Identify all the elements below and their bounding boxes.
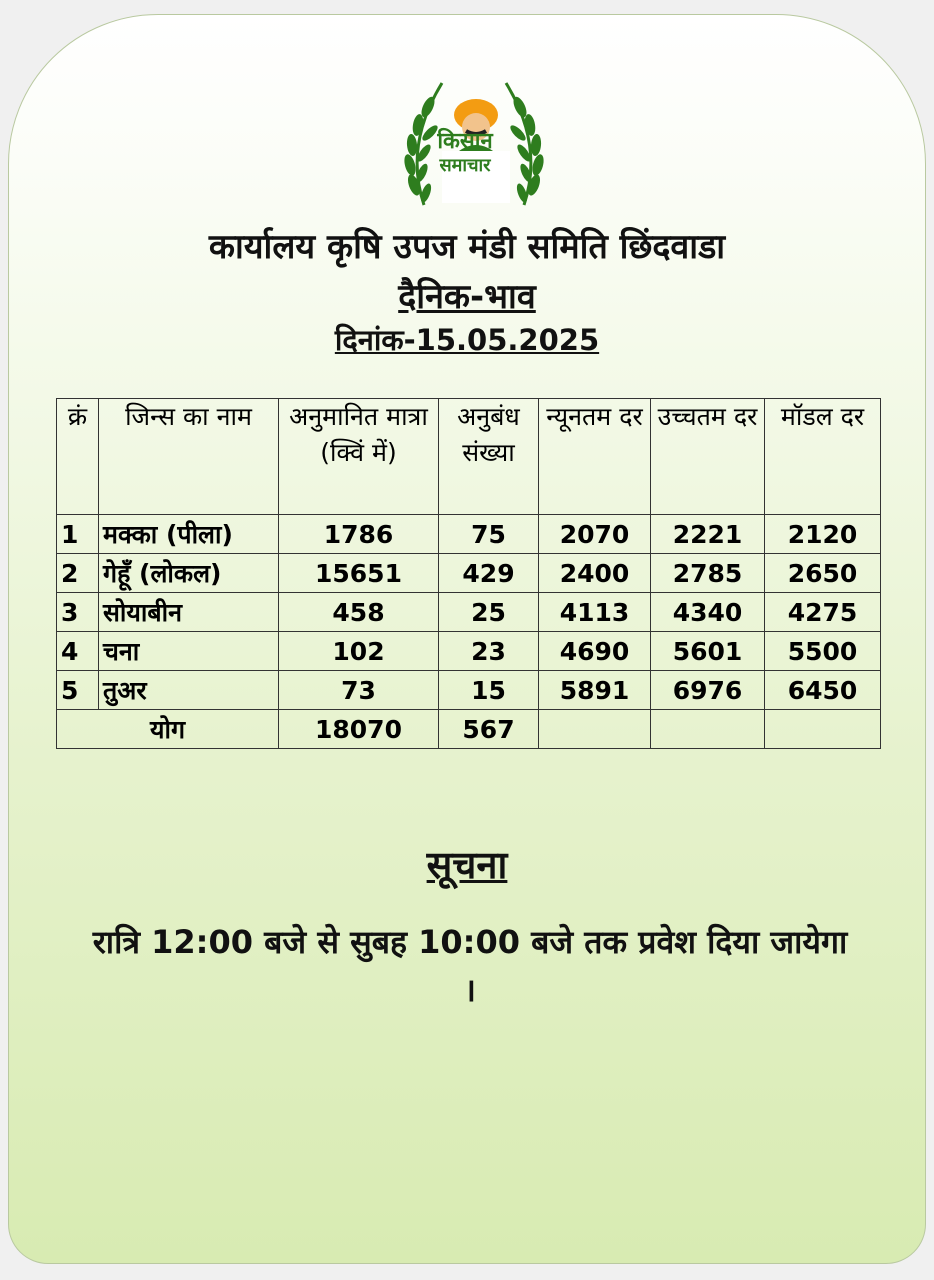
- total-label: योग: [57, 710, 279, 749]
- cell-commodity: मक्का (पीला): [99, 515, 279, 554]
- cell-sr: 2: [57, 554, 99, 593]
- cell-sr: 4: [57, 632, 99, 671]
- total-row: [57, 710, 881, 749]
- cell-sr: 1: [57, 515, 99, 554]
- table-row: [57, 593, 881, 632]
- cell-min-rate: 4690: [539, 632, 651, 671]
- cell-max-rate: 5601: [651, 632, 765, 671]
- notice-text: रात्रि 12:00 बजे से सुबह 10:00 बजे तक प्रवेश दिया जायेगा ।: [92, 923, 848, 1009]
- cell-modal-rate: 2650: [765, 554, 881, 593]
- total-empty-cell: [539, 710, 651, 749]
- cell-modal-rate: 2120: [765, 515, 881, 554]
- header-max-rate: उच्चतम दर: [651, 399, 765, 515]
- cell-max-rate: 2221: [651, 515, 765, 554]
- cell-contracts: 23: [439, 632, 539, 671]
- cell-modal-rate: 4275: [765, 593, 881, 632]
- notice-heading: सूचना: [426, 843, 508, 887]
- cell-contracts: 75: [439, 515, 539, 554]
- price-table: [56, 398, 881, 749]
- cell-modal-rate: 5500: [765, 632, 881, 671]
- table-row: [57, 632, 881, 671]
- cell-min-rate: 2400: [539, 554, 651, 593]
- page-title: दैनिक-भाव: [398, 277, 536, 317]
- cell-contracts: 15: [439, 671, 539, 710]
- date-label: दिनांक-15.05.2025: [334, 323, 600, 357]
- table-row: [57, 515, 881, 554]
- header-commodity: जिन्स का नाम: [99, 399, 279, 515]
- total-empty-cell: [651, 710, 765, 749]
- cell-max-rate: 4340: [651, 593, 765, 632]
- header-sr: क्रं: [57, 399, 99, 515]
- table-header-row: [57, 399, 881, 515]
- header-min-rate: न्यूनतम दर: [539, 399, 651, 515]
- cell-modal-rate: 6450: [765, 671, 881, 710]
- cell-quantity: 73: [279, 671, 439, 710]
- header-modal-rate: मॉडल दर: [765, 399, 881, 515]
- cell-max-rate: 2785: [651, 554, 765, 593]
- logo-line2: समाचार: [439, 155, 491, 176]
- table-row: [57, 554, 881, 593]
- cell-commodity: चना: [99, 632, 279, 671]
- cell-min-rate: 4113: [539, 593, 651, 632]
- header-contracts: अनुबंध संख्या: [439, 399, 539, 515]
- total-empty-cell: [765, 710, 881, 749]
- cell-min-rate: 2070: [539, 515, 651, 554]
- cell-quantity: 458: [279, 593, 439, 632]
- table-row: [57, 671, 881, 710]
- cell-quantity: 15651: [279, 554, 439, 593]
- cell-contracts: 429: [439, 554, 539, 593]
- cell-commodity: सोयाबीन: [99, 593, 279, 632]
- cell-commodity: तुअर: [99, 671, 279, 710]
- cell-quantity: 102: [279, 632, 439, 671]
- total-quantity: 18070: [279, 710, 439, 749]
- cell-quantity: 1786: [279, 515, 439, 554]
- cell-contracts: 25: [439, 593, 539, 632]
- cell-sr: 5: [57, 671, 99, 710]
- cell-max-rate: 6976: [651, 671, 765, 710]
- office-title: कार्यालय कृषि उपज मंडी समिति छिंदवाडा: [208, 227, 726, 267]
- cell-commodity: गेहूँ (लोकल): [99, 554, 279, 593]
- cell-sr: 3: [57, 593, 99, 632]
- header-quantity: अनुमानित मात्रा (क्विं में): [279, 399, 439, 515]
- total-contracts: 567: [439, 710, 539, 749]
- logo-line1: किसान: [437, 129, 493, 154]
- cell-min-rate: 5891: [539, 671, 651, 710]
